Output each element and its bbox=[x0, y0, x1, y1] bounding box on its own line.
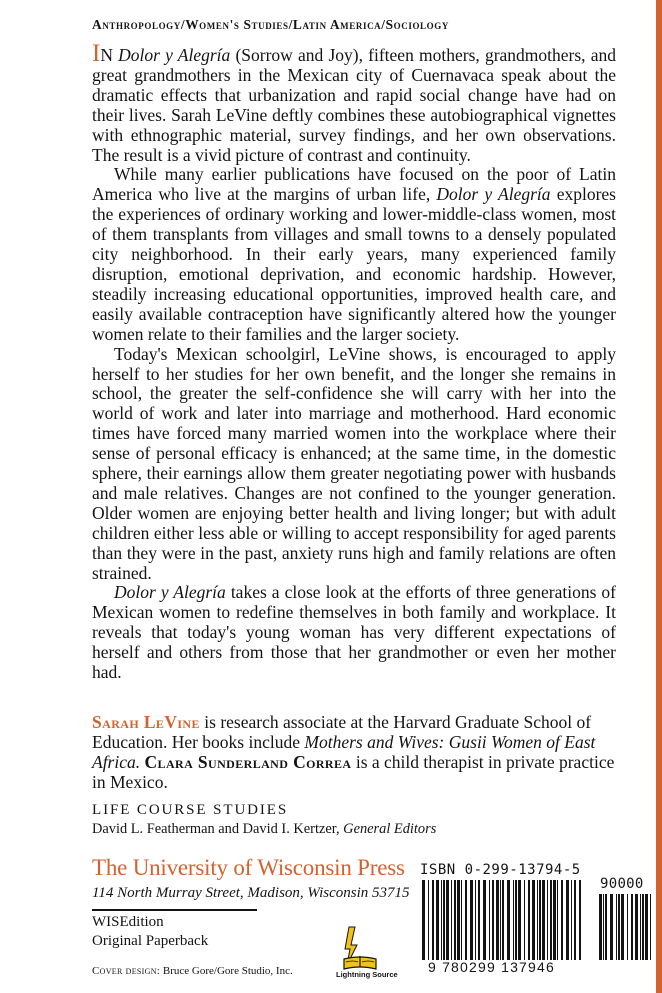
barcode-bar bbox=[605, 894, 607, 960]
barcode-bar bbox=[610, 894, 613, 960]
description-paragraph-2: While many earlier publications have focused on the poor of Latin America who live at the margins of urban life, Dolor y Alegría explores the experiences of ordinary working and lower-middle-class women, most of them transplants from villages and small towns to a densely populated city neighborhood. In their early years, many experienced family disruption, emotional deprivation, and economic hardship. However, steadily increasing educational opportunities, improved health care, and easily available contraception have significantly altered how the younger women relate to their families and the larger society. bbox=[92, 164, 616, 344]
publisher-name: The University of Wisconsin Press bbox=[92, 855, 405, 880]
book-description bbox=[92, 40, 616, 683]
barcode-bar bbox=[436, 880, 439, 960]
barcode-bar bbox=[507, 880, 510, 960]
barcode-bar bbox=[518, 880, 521, 960]
barcode-bar bbox=[631, 894, 633, 960]
coauthor-name: Clara Sunderland Correa bbox=[144, 751, 352, 772]
barcode-bar bbox=[618, 894, 620, 960]
isbn-label: ISBN 0-299-13794-5 bbox=[420, 862, 581, 878]
author-name: Sarah LeVine bbox=[92, 712, 200, 732]
barcode-bar bbox=[483, 880, 486, 960]
barcode-bar bbox=[457, 880, 460, 960]
series-title: LIFE COURSE STUDIES bbox=[92, 802, 289, 818]
barcode-bar bbox=[561, 880, 563, 960]
logo-caption: Lightning Source bbox=[336, 970, 398, 979]
barcode-bar bbox=[443, 880, 445, 960]
barcode-digits: 9 780299 137946 bbox=[428, 959, 555, 975]
addon-barcode bbox=[598, 894, 654, 960]
barcode-bar bbox=[557, 880, 558, 960]
barcode-bar bbox=[441, 880, 442, 960]
drop-cap: I bbox=[92, 40, 101, 67]
barcode-bar bbox=[566, 880, 569, 960]
ean-barcode bbox=[421, 880, 581, 960]
barcode-bar bbox=[642, 894, 644, 960]
description-paragraph-4: Dolor y Alegría takes a close look at the efforts of three generations of Mexican women to redefine themselves in both family and workplace. It reveals that today's young woman has very different expectations of herself and others from those that her grandmother or even her mother had. bbox=[92, 582, 616, 683]
barcode-bar bbox=[640, 894, 641, 960]
barcode-bar bbox=[454, 880, 456, 960]
barcode-bar bbox=[550, 880, 552, 960]
barcode-bar bbox=[528, 880, 530, 960]
barcode-bar bbox=[465, 880, 467, 960]
barcode-bar bbox=[574, 880, 576, 960]
description-paragraph-3: Today's Mexican schoolgirl, LeVine shows, is encouraged to apply herself to her studies for her own benefit, and the longer she remains in school, the greater the self-confidence she will carry with her into the world of work and later into marriage and motherhood. Hard economic times have forced many married women into the workplace where their sense of personal efficacy is enhanced; at the same time, in the domestic sphere, their earnings allow them greater negotiating power with husbands and male relatives. Changes are not confined to the younger generation. Older women are enjoying better health and living longer; but with adult children either less able or willing to accept responsibility for aged parents than they were in the past, anxiety runs high and family relations are often strained. bbox=[92, 343, 616, 583]
subject-category: Anthropology/Women's Studies/Latin America/Sociology bbox=[92, 17, 449, 32]
edition-label: WISEdition Original Paperback bbox=[92, 909, 257, 950]
other-book-title: Mothers and Wives: Gusii Women of East Africa. bbox=[92, 731, 596, 772]
series-editors: David L. Featherman and David I. Kertzer, General Editors bbox=[92, 821, 437, 837]
barcode-bar bbox=[489, 880, 490, 960]
barcode-bar bbox=[635, 894, 638, 960]
barcode-bar bbox=[475, 880, 476, 960]
barcode-bar bbox=[542, 880, 545, 960]
barcode-bar bbox=[579, 880, 581, 960]
author-bio: Sarah LeVine is research associate at the Harvard Graduate School of Education. Her books include Mothers and Wives: Gusii Women of East Africa. Clara Sunderland Correa is a child therapist in private practice in Mexico. bbox=[92, 712, 615, 792]
book-title: Dolor y Alegría bbox=[436, 184, 551, 205]
barcode-bar bbox=[496, 880, 499, 960]
barcode-bar bbox=[470, 880, 473, 960]
barcode-addon-digits: 90000 bbox=[600, 876, 644, 892]
barcode-bar bbox=[603, 894, 604, 960]
barcode-bar bbox=[432, 880, 434, 960]
barcode-bar bbox=[451, 880, 452, 960]
barcode-bar bbox=[422, 880, 425, 960]
barcode-bar bbox=[616, 894, 617, 960]
barcode-bar bbox=[621, 894, 624, 960]
publisher-address: 114 North Murray Street, Madison, Wisconsin 53715 bbox=[92, 885, 410, 901]
cover-edge-stripe bbox=[656, 0, 662, 993]
barcode-bar bbox=[539, 880, 541, 960]
description-paragraph-1: IN Dolor y Alegría (Sorrow and Joy), fifteen mothers, grandmothers, and great grandmothers in the Mexican city of Cuernavaca speak about the dramatic effects that urbanization and rapid social change have had on their lives. Sarah LeVine deftly combines these autobiographical vignettes with ethnographic material, survey findings, and her own observations. The result is a vivid picture of contrast and continuity. bbox=[92, 40, 616, 165]
barcode-bar bbox=[650, 894, 651, 960]
cover-design-credit: Cover design: Bruce Gore/Gore Studio, Inc. bbox=[92, 965, 293, 977]
barcode-bar bbox=[532, 880, 535, 960]
barcode-bar bbox=[513, 880, 514, 960]
barcode-bar bbox=[537, 880, 538, 960]
barcode-bar bbox=[627, 894, 628, 960]
barcode-bar bbox=[502, 880, 504, 960]
barcode-bar bbox=[599, 894, 602, 960]
barcode-bar bbox=[461, 880, 462, 960]
barcode-bar bbox=[645, 894, 648, 960]
barcode-bar bbox=[428, 880, 429, 960]
barcode-bar bbox=[524, 880, 525, 960]
barcode-bar bbox=[547, 880, 548, 960]
barcode-bar bbox=[515, 880, 517, 960]
barcode-bar bbox=[500, 880, 501, 960]
barcode-bar bbox=[446, 880, 449, 960]
book-title: Dolor y Alegría bbox=[118, 45, 231, 65]
barcode-bar bbox=[492, 880, 494, 960]
barcode-bar bbox=[478, 880, 480, 960]
barcode-bar bbox=[553, 880, 556, 960]
barcode-bar bbox=[571, 880, 572, 960]
book-title: Dolor y Alegría bbox=[114, 582, 226, 603]
